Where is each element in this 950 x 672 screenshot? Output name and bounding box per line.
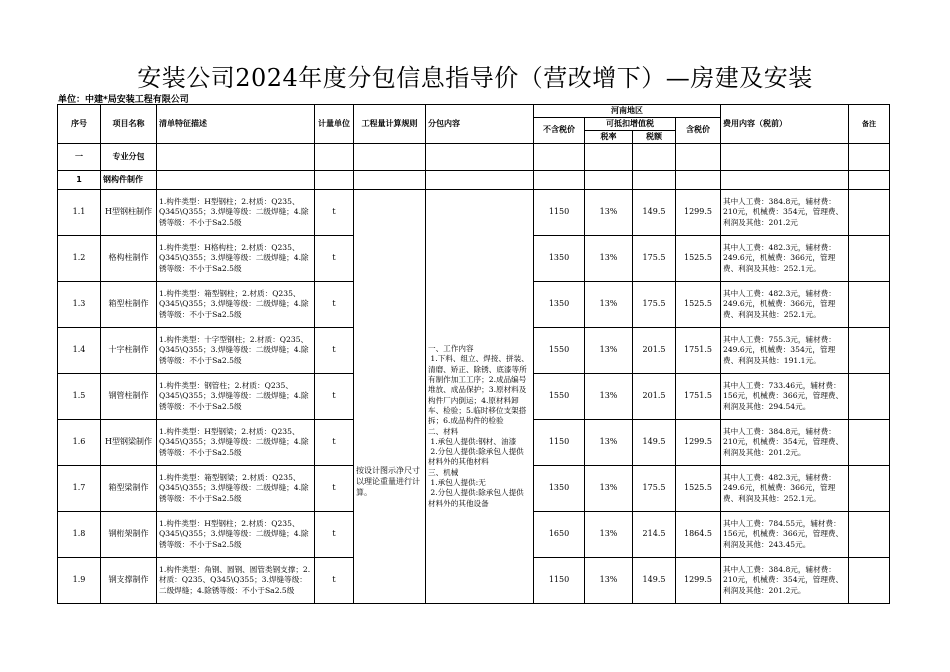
row-no-tax: 1350: [534, 282, 585, 328]
row-tax-amount: 149.5: [633, 190, 676, 236]
row-no-tax: 1150: [534, 558, 585, 604]
row-with-tax: 1525.5: [676, 466, 721, 512]
row-no-tax: 1150: [534, 190, 585, 236]
row-seq: 1.7: [58, 466, 101, 512]
row-tax-rate: 13%: [585, 328, 633, 374]
row-unit: t: [315, 558, 354, 604]
row-name: 钢桁架制作: [101, 512, 157, 558]
row-desc: 1.构件类型：H型钢柱；2.材质：Q235、Q345\Q355；3.焊缝等级：二级焊缝；4.除锈等级：不小于Sa2.5级: [157, 512, 315, 558]
row-with-tax: 1525.5: [676, 236, 721, 282]
row-unit: t: [315, 282, 354, 328]
row-name: 箱型柱制作: [101, 282, 157, 328]
row-fee: 其中人工费：784.55元，辅材费：156元，机械费：366元，管理费、利润及其他：243.45元。: [721, 512, 849, 558]
row-tax-rate: 13%: [585, 236, 633, 282]
row-tax-rate: 13%: [585, 420, 633, 466]
row-desc: 1.构件类型：H型钢梁；2.材质：Q235、Q345\Q355；3.焊缝等级：二级焊缝；4.除锈等级：不小于Sa2.5级: [157, 420, 315, 466]
row-seq: 1.6: [58, 420, 101, 466]
row-with-tax: 1864.5: [676, 512, 721, 558]
row-fee: 其中人工费：384.8元，辅材费：210元，机械费：354元，管理费、利润及其他：201.2元: [721, 190, 849, 236]
row-desc: 1.构件类型：角钢、圆钢、圆管类钢支撑；2.材质：Q235、Q345\Q355；3.焊缝等级：二级焊缝；4.除锈等级：不小于Sa2.5级: [157, 558, 315, 604]
row-name: 钢管柱制作: [101, 374, 157, 420]
row-remark: [849, 558, 890, 604]
row-remark: [849, 512, 890, 558]
row-unit: t: [315, 466, 354, 512]
content-cell: 一、工作内容 1.下料、组立、焊接、拼装、清磨、矫正、除锈、底漆等所有制作加工工序；2.成品编号堆放、成品保护；3.原材料及构件厂内倒运；4.原材料卸车、检验；5.临时移位支架搭拆；6.成品构件的检验 二、材料 1.承包人提供:钢材、油漆 2.分包人提供:除承包人提供材料外的其他材料 三、机械 1.承包人提供:无 2.分包人提供:除承包人提供材料外的其他设备: [426, 190, 534, 604]
header-with-tax: 含税价: [676, 118, 721, 144]
row-fee: 其中人工费：755.3元，辅材费：249.6元，机械费：354元，管理费、利润及其他：191.1元。: [721, 328, 849, 374]
subsection-row: [58, 171, 890, 190]
row-seq: 1.9: [58, 558, 101, 604]
row-unit: t: [315, 512, 354, 558]
row-seq: 1.8: [58, 512, 101, 558]
row-fee: 其中人工费：733.46元，辅材费：156元，机械费：366元，管理费、利润及其他：294.54元。: [721, 374, 849, 420]
header-name: 项目名称: [101, 105, 157, 144]
row-remark: [849, 282, 890, 328]
row-tax-amount: 175.5: [633, 282, 676, 328]
row-unit: t: [315, 190, 354, 236]
row-no-tax: 1650: [534, 512, 585, 558]
price-table: [57, 104, 890, 604]
row-desc: 1.构件类型：箱型钢柱；2.材质：Q235、Q345\Q355；3.焊缝等级：二级焊缝；4.除锈等级：不小于Sa2.5级: [157, 282, 315, 328]
header-desc: 清单特征描述: [157, 105, 315, 144]
row-name: 格构柱制作: [101, 236, 157, 282]
row-no-tax: 1550: [534, 374, 585, 420]
row-name: 十字柱制作: [101, 328, 157, 374]
section-row: [58, 144, 890, 171]
header-tax: 税额: [633, 131, 676, 144]
row-with-tax: 1299.5: [676, 558, 721, 604]
row-fee: 其中人工费：482.3元，辅材费：249.6元，机械费：366元，管理费、利润及其他：252.1元。: [721, 466, 849, 512]
row-tax-amount: 201.5: [633, 328, 676, 374]
row-tax-amount: 175.5: [633, 236, 676, 282]
row-with-tax: 1299.5: [676, 420, 721, 466]
row-tax-rate: 13%: [585, 466, 633, 512]
row-tax-amount: 214.5: [633, 512, 676, 558]
row-desc: 1.构件类型：H型钢柱；2.材质：Q235、Q345\Q355；3.焊缝等级：二级焊缝；4.除锈等级：不小于Sa2.5级: [157, 190, 315, 236]
row-desc: 1.构件类型：十字型钢柱；2.材质：Q235、Q345\Q355；3.焊缝等级：二级焊缝；4.除锈等级：不小于Sa2.5级: [157, 328, 315, 374]
row-fee: 其中人工费：482.3元，辅材费：249.6元，机械费：366元，管理费、利润及其他：252.1元。: [721, 236, 849, 282]
row-tax-rate: 13%: [585, 282, 633, 328]
row-seq: 1.2: [58, 236, 101, 282]
row-tax-amount: 149.5: [633, 420, 676, 466]
header-remark: 备注: [849, 105, 890, 144]
header-rule: 工程量计算规则: [354, 105, 426, 144]
row-tax-rate: 13%: [585, 374, 633, 420]
header-seq: 序号: [58, 105, 101, 144]
section-name: 专业分包: [101, 144, 157, 171]
subsection-name: 钢构件制作: [101, 171, 157, 190]
row-seq: 1.1: [58, 190, 101, 236]
row-remark: [849, 466, 890, 512]
row-tax-amount: 149.5: [633, 558, 676, 604]
row-fee: 其中人工费：384.8元，辅材费：210元，机械费：354元，管理费、利润及其他：201.2元。: [721, 558, 849, 604]
unit-label: 单位：中建*局安装工程有限公司: [58, 95, 189, 105]
row-tax-amount: 175.5: [633, 466, 676, 512]
document-title: 安装公司2024年度分包信息指导价（营改增下）—房建及安装: [137, 64, 813, 92]
row-unit: t: [315, 420, 354, 466]
row-remark: [849, 236, 890, 282]
header-unit: 计量单位: [315, 105, 354, 144]
subsection-seq: 1: [58, 171, 101, 190]
row-tax-rate: 13%: [585, 558, 633, 604]
row-remark: [849, 420, 890, 466]
row-desc: 1.构件类型：H格构柱；2.材质：Q235、Q345\Q355；3.焊缝等级：二级焊缝；4.除锈等级：不小于Sa2.5级: [157, 236, 315, 282]
header-content: 分包内容: [426, 105, 534, 144]
row-seq: 1.5: [58, 374, 101, 420]
table-row: [58, 190, 890, 236]
row-unit: t: [315, 236, 354, 282]
row-name: H型钢柱制作: [101, 190, 157, 236]
row-desc: 1.构件类型：钢管柱；2.材质：Q235、Q345\Q355；3.焊缝等级：二级焊缝；4.除锈等级：不小于Sa2.5级: [157, 374, 315, 420]
header-no-tax: 不含税价: [534, 118, 585, 144]
row-with-tax: 1299.5: [676, 190, 721, 236]
row-no-tax: 1350: [534, 236, 585, 282]
row-tax-rate: 13%: [585, 512, 633, 558]
row-with-tax: 1751.5: [676, 374, 721, 420]
row-remark: [849, 374, 890, 420]
row-fee: 其中人工费：482.3元，辅材费：249.6元，机械费：366元，管理费、利润及其他：252.1元。: [721, 282, 849, 328]
row-no-tax: 1350: [534, 466, 585, 512]
header-rate: 税率: [585, 131, 633, 144]
row-seq: 1.3: [58, 282, 101, 328]
row-remark: [849, 190, 890, 236]
row-unit: t: [315, 328, 354, 374]
header-fee: 费用内容（税前）: [721, 105, 849, 144]
row-with-tax: 1525.5: [676, 282, 721, 328]
row-remark: [849, 328, 890, 374]
section-seq: 一: [58, 144, 101, 171]
row-no-tax: 1550: [534, 328, 585, 374]
row-seq: 1.4: [58, 328, 101, 374]
row-tax-rate: 13%: [585, 190, 633, 236]
row-tax-amount: 201.5: [633, 374, 676, 420]
row-name: 钢支撑制作: [101, 558, 157, 604]
row-no-tax: 1150: [534, 420, 585, 466]
row-with-tax: 1751.5: [676, 328, 721, 374]
rule-cell: 按设计图示净尺寸以理论重量进行计算。: [354, 190, 426, 604]
row-unit: t: [315, 374, 354, 420]
row-fee: 其中人工费：384.8元，辅材费：210元，机械费：354元，管理费、利润及其他：201.2元。: [721, 420, 849, 466]
header-region: 河南地区: [534, 105, 721, 118]
row-desc: 1.构件类型：箱型钢梁；2.材质：Q235、Q345\Q355；3.焊缝等级：二级焊缝；4.除锈等级：不小于Sa2.5级: [157, 466, 315, 512]
row-name: H型钢梁制作: [101, 420, 157, 466]
header-deductible: 可抵扣增值税: [585, 118, 676, 131]
row-name: 箱型梁制作: [101, 466, 157, 512]
